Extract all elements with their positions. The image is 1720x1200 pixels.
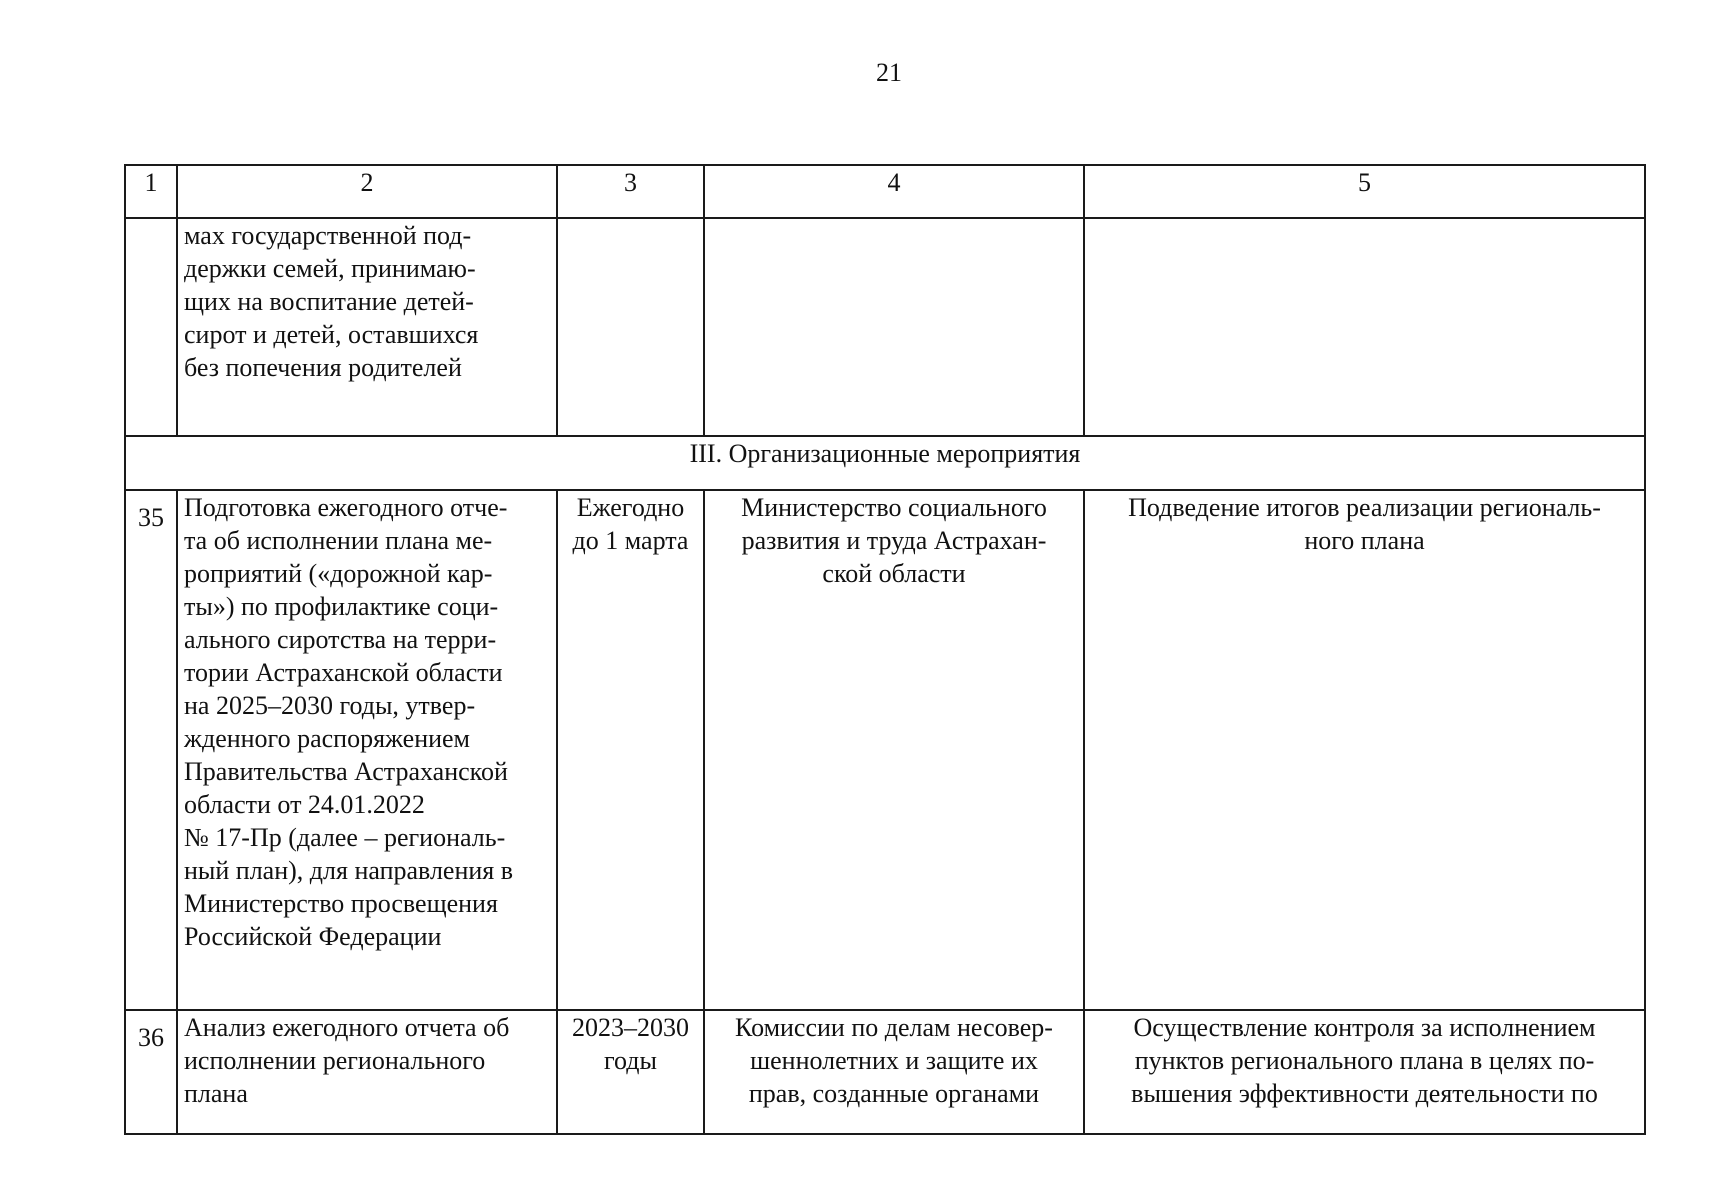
header-cell-1: 1 (125, 165, 177, 218)
plan-table (124, 164, 1646, 1135)
header-cell-5: 5 (1084, 165, 1645, 218)
row-result-cell (1084, 490, 1645, 1010)
row-number: 36 (125, 1010, 177, 1134)
continuation-row (125, 218, 1645, 436)
continuation-description: мах государственной под- держки семей, принимаю- щих на воспитание детей- сирот и детей, оставшихся без попечения родителей (184, 221, 479, 382)
row-deadline-cell (557, 1010, 704, 1134)
row-result: Подведение итогов реализации региональ- ного плана (1128, 493, 1601, 555)
header-row (125, 165, 1645, 218)
continuation-result-cell (1084, 218, 1645, 436)
row-description: Подготовка ежегодного отче- та об исполнении плана ме- роприятий («дорожной кар- ты») по профилактике соци- ального сиротства на терри- тории Астраханской области на 2025–2030 годы, утвер- жденного распоряжением Правительства Астраханской области от 24.01.2022 № 17-Пр (далее – региональ- ный план), для направления в Министерство просвещения Российской Федерации (184, 493, 514, 951)
row-description: Анализ ежегодного отчета об исполнении регионального плана (184, 1013, 510, 1108)
row-responsible: Комиссии по делам несовер- шеннолетних и защите их прав, созданные органами (735, 1013, 1053, 1108)
row-description-cell (177, 1010, 557, 1134)
table-row (125, 490, 1645, 1010)
continuation-num-cell (125, 218, 177, 436)
continuation-description-cell (177, 218, 557, 436)
row-number: 35 (125, 490, 177, 1010)
row-result: Осуществление контроля за исполнением пунктов регионального плана в целях по- вышения эффективности деятельности по (1131, 1013, 1598, 1108)
continuation-responsible-cell (704, 218, 1084, 436)
row-deadline: Ежегодно до 1 марта (572, 493, 689, 555)
continuation-deadline-cell (557, 218, 704, 436)
section-title: III. Организационные мероприятия (125, 436, 1645, 490)
header-cell-3: 3 (557, 165, 704, 218)
row-deadline: 2023–2030 годы (572, 1013, 689, 1075)
row-responsible-cell (704, 490, 1084, 1010)
header-cell-2: 2 (177, 165, 557, 218)
header-cell-4: 4 (704, 165, 1084, 218)
page-number: 21 (876, 58, 902, 87)
section-row (125, 436, 1645, 490)
row-responsible-cell (704, 1010, 1084, 1134)
table-row (125, 1010, 1645, 1134)
row-responsible: Министерство социального развития и труда Астрахан- ской области (741, 493, 1047, 588)
row-description-cell (177, 490, 557, 1010)
row-deadline-cell (557, 490, 704, 1010)
row-result-cell (1084, 1010, 1645, 1134)
